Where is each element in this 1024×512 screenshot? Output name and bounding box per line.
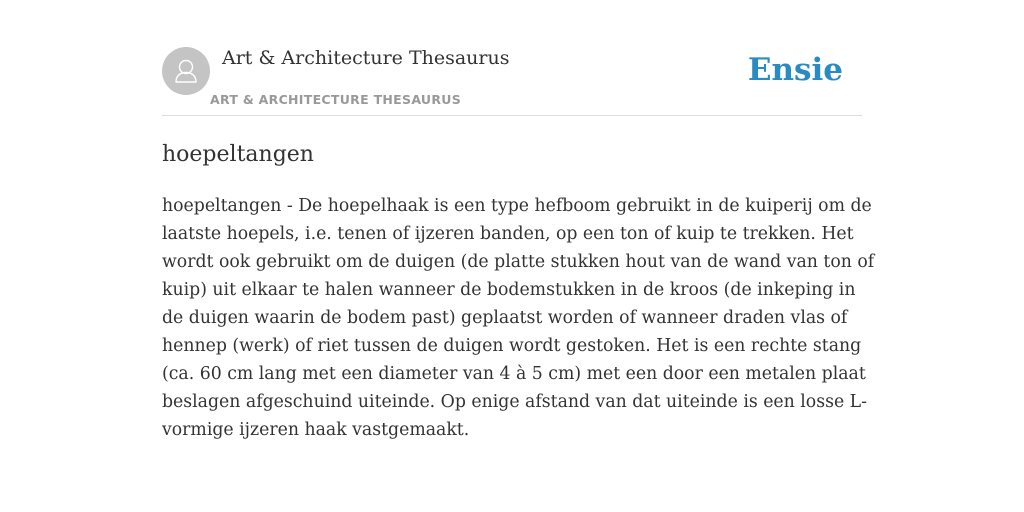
page-title: hoepeltangen	[162, 142, 314, 167]
avatar[interactable]	[162, 47, 210, 95]
user-avatar-icon	[162, 47, 210, 95]
author-name[interactable]: Art & Architecture Thesaurus	[222, 47, 510, 69]
definition-line: beslagen afgeschuind uiteinde. Op enige afstand van dat uiteinde is een losse L-	[162, 392, 867, 412]
definition-line: wordt ook gebruikt om de duigen (de platte stukken hout van de wand van ton of	[162, 252, 875, 272]
definition-line: (ca. 60 cm lang met een diameter van 4 à 5 cm) met een door een metalen plaat	[162, 364, 866, 384]
definition-line: hennep (werk) of riet tussen de duigen wordt gestoken. Het is een rechte stang	[162, 336, 862, 356]
definition-line: laatste hoepels, i.e. tenen of ijzeren banden, op een ton of kuip te trekken. Het	[162, 224, 854, 244]
definition-text	[162, 192, 875, 444]
brand-logo[interactable]: Ensie	[747, 52, 843, 88]
definition-line: hoepeltangen - De hoepelhaak is een type hefboom gebruikt in de kuiperij om de	[162, 196, 872, 216]
definition-line: kuip) uit elkaar te halen wanneer de bodemstukken in de kroos (de inkeping in	[162, 280, 856, 300]
source-link[interactable]: ART & ARCHITECTURE THESAURUS	[210, 92, 462, 107]
definition-line: vormige ijzeren haak vastgemaakt.	[162, 420, 470, 440]
header	[162, 46, 862, 116]
definition-line: de duigen waarin de bodem past) geplaatst worden of wanneer draden vlas of	[162, 308, 848, 328]
